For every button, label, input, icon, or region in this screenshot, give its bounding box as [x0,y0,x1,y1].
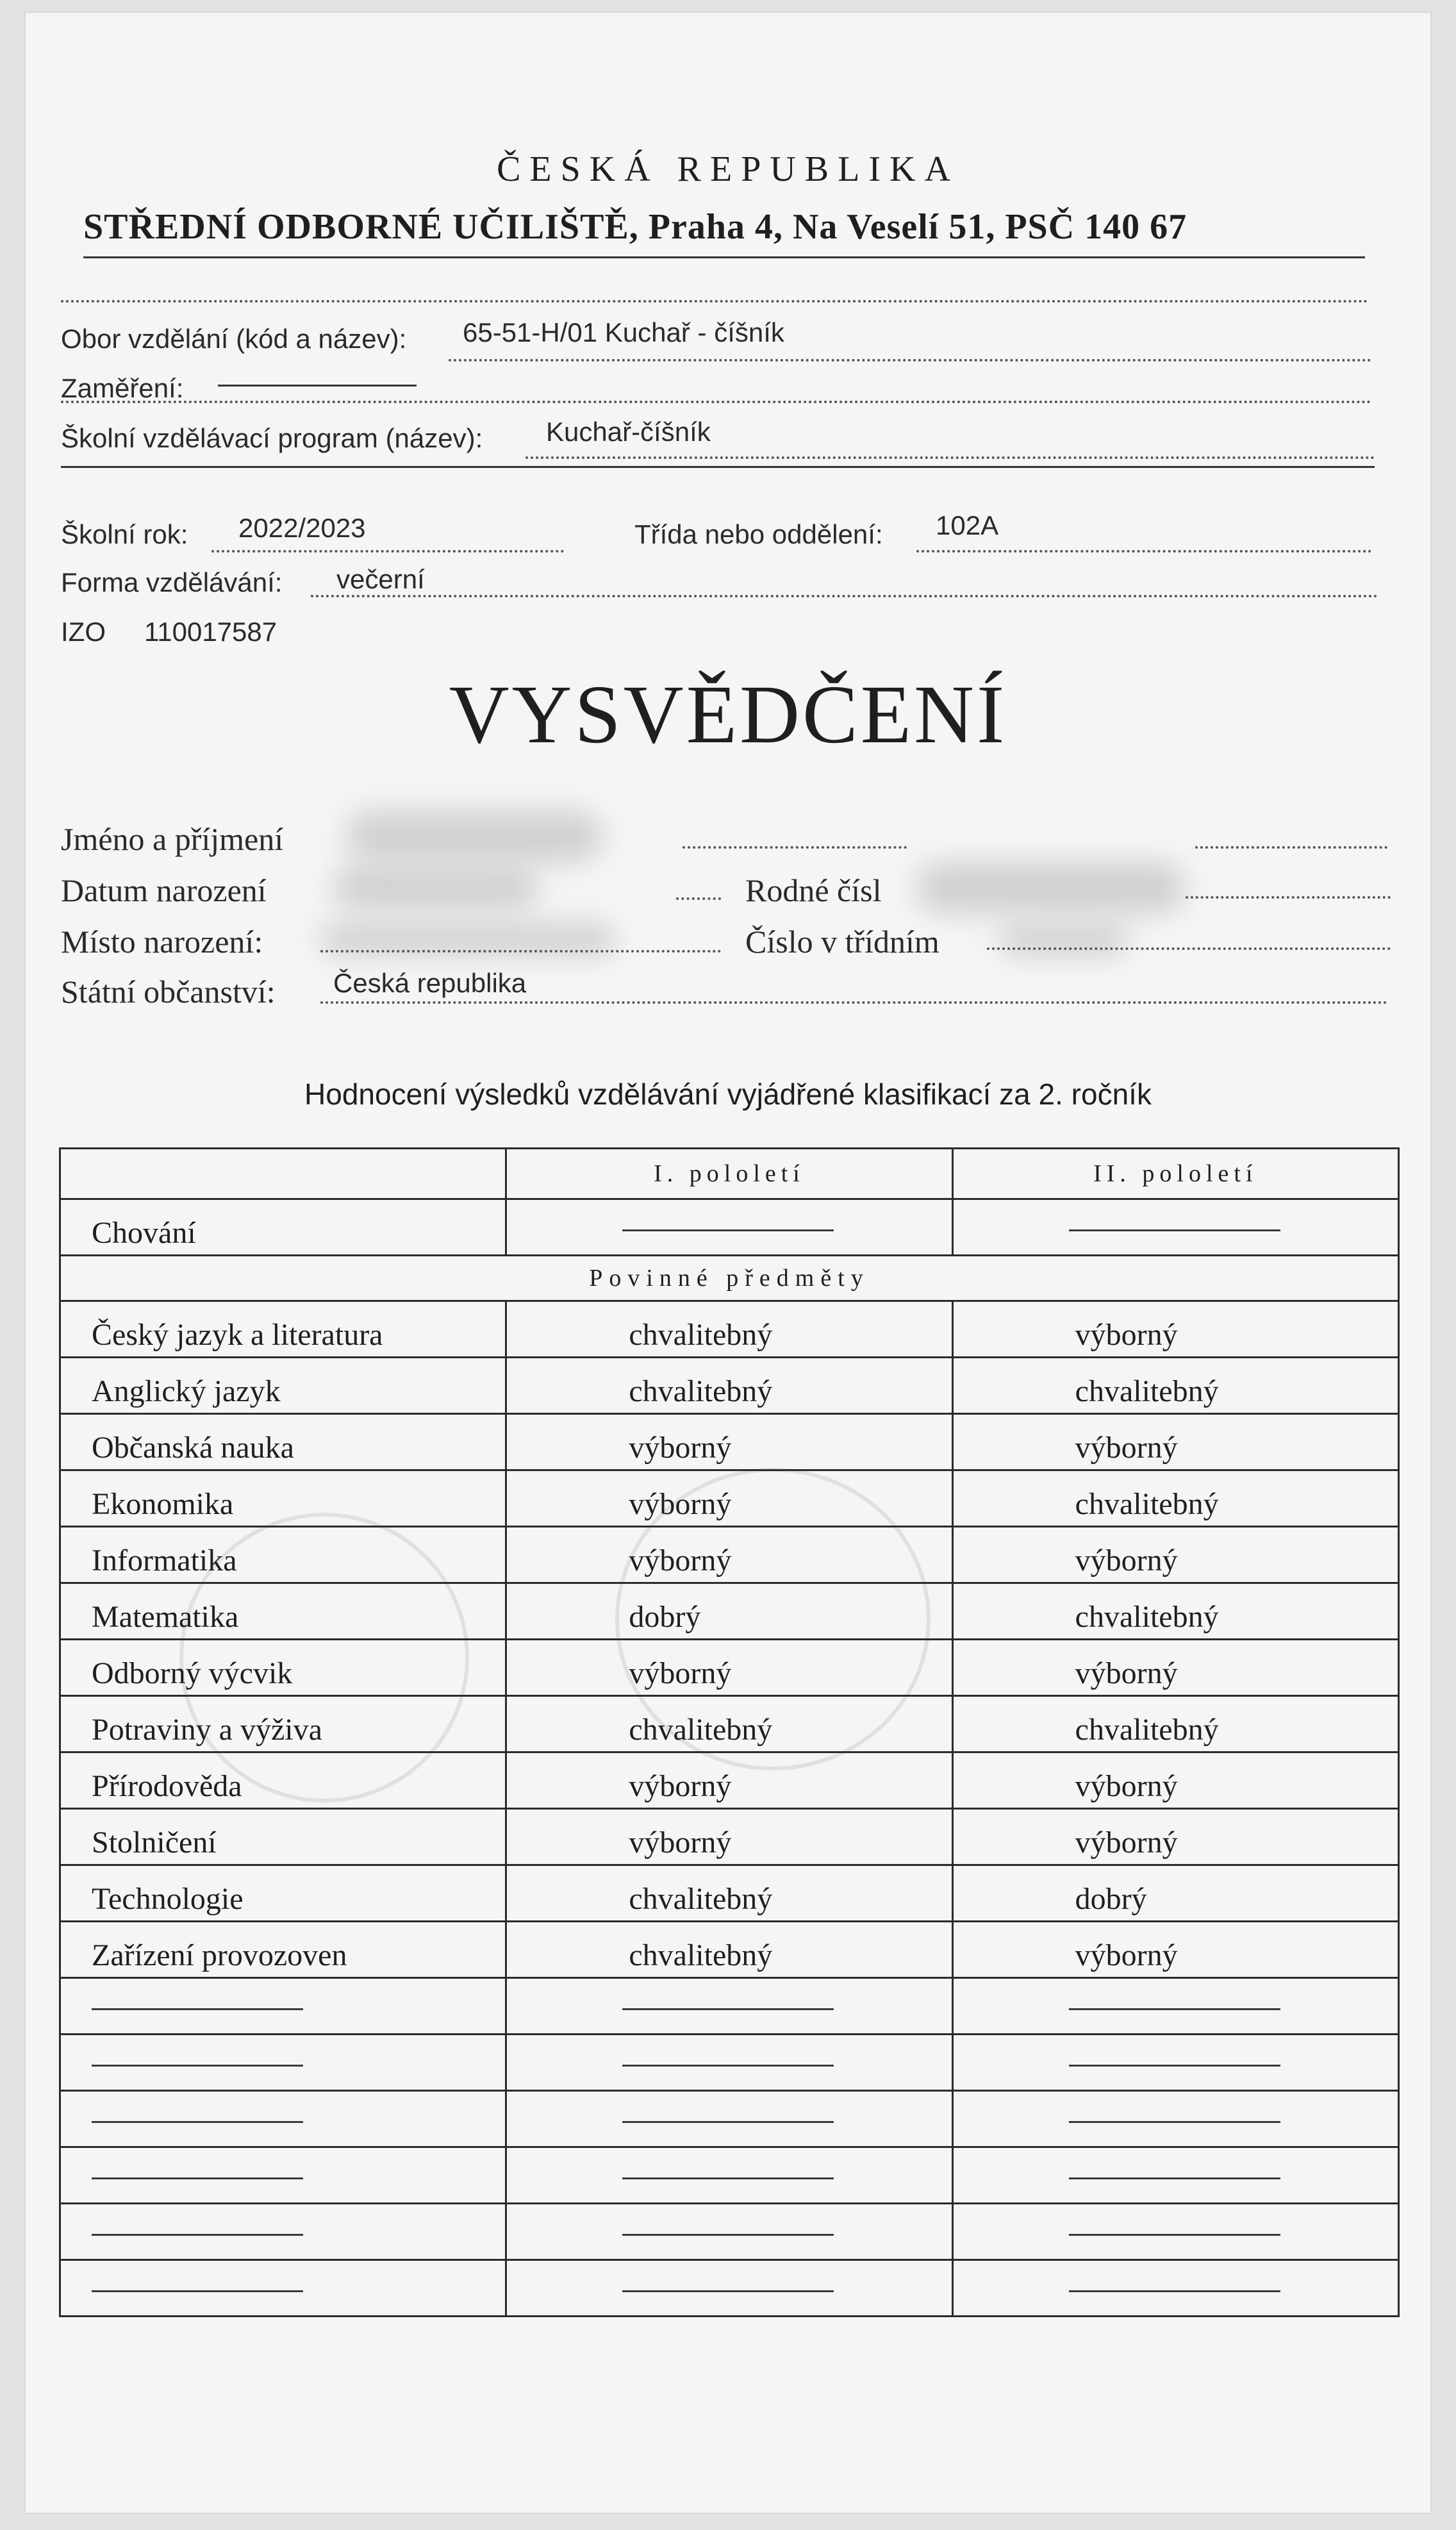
document-title: VYSVĚDČENÍ [449,669,1007,761]
subject-name: Stolničení [60,1809,506,1865]
grade-h2: chvalitebný [952,1583,1398,1640]
blank-line [1069,2121,1280,2123]
grade-h1: výborný [506,1527,952,1583]
empty-cell [952,1978,1398,2035]
table-header-row [60,1149,1399,1199]
empty-cell [506,2091,952,2147]
grade-h2: dobrý [952,1865,1398,1922]
subject-row [60,1640,1399,1696]
blank-line [1069,1229,1280,1231]
rodne-label: Rodné čísl [745,872,882,908]
jmeno-line [1195,846,1387,849]
rok-label: Školní rok: [61,519,188,549]
izo-value: 110017587 [144,617,277,647]
empty-cell [952,2035,1398,2091]
subject-name: Technologie [60,1865,506,1922]
empty-cell [60,2204,506,2260]
blank-line [622,2065,834,2067]
empty-cell [60,2091,506,2147]
blank-line [622,2121,834,2123]
subject-name: Přírodověda [60,1752,506,1809]
empty-cell [60,2035,506,2091]
subject-name: Ekonomika [60,1470,506,1527]
grade-h1: výborný [506,1470,952,1527]
blank-line [622,2008,834,2010]
program-label: Školní vzdělávací program (název): [61,423,483,453]
empty-row [60,2091,1399,2147]
subject-name: Matematika [60,1583,506,1640]
blank-line [1069,2177,1280,2179]
jmeno-line [682,846,907,849]
rok-value: 2022/2023 [238,513,366,543]
behavior-h2 [952,1199,1398,1256]
jmeno-label: Jméno a příjmení [61,821,284,857]
subject-row [60,1752,1399,1809]
blank-line [1069,2234,1280,2236]
rule [83,256,1365,258]
subject-row [60,1583,1399,1640]
cislo-label: Číslo v třídním [745,924,939,960]
empty-cell [506,2204,952,2260]
zamereni-label: Zaměření: [61,373,184,403]
grade-h2: výborný [952,1809,1398,1865]
empty-row [60,2260,1399,2317]
grade-h2: chvalitebný [952,1470,1398,1527]
blank-line [622,2177,834,2179]
country-heading: ČESKÁ REPUBLIKA [497,149,959,189]
subject-row [60,1470,1399,1527]
empty-cell [506,2147,952,2204]
program-line [525,456,1375,459]
obor-label: Obor vzdělání (kód a název): [61,324,407,354]
subject-row [60,1809,1399,1865]
grade-h1: výborný [506,1640,952,1696]
obcanstvi-label: Státní občanství: [61,974,276,1010]
obor-value: 65-51-H/01 Kuchař - číšník [463,317,784,347]
blank-line [1069,2290,1280,2292]
grade-h2: výborný [952,1640,1398,1696]
grade-h2: výborný [952,1301,1398,1358]
grade-h2: výborný [952,1527,1398,1583]
header-second-half: II. pololetí [952,1149,1398,1199]
blank-line [622,1229,834,1231]
behavior-label: Chování [60,1199,506,1256]
blank-line [92,2121,303,2123]
redacted-name [346,811,602,862]
trida-value: 102A [936,510,999,540]
trida-line [916,550,1371,553]
misto-label: Místo narození: [61,924,263,960]
empty-row [60,2204,1399,2260]
misto-line [320,950,721,953]
empty-cell [952,2147,1398,2204]
obcanstvi-line [320,1001,1387,1004]
grade-h2: chvalitebný [952,1358,1398,1414]
blank-line [92,2065,303,2067]
grade-h1: chvalitebný [506,1865,952,1922]
grades-table [59,1147,1400,2317]
table-caption: Hodnocení výsledků vzdělávání vyjádřené klasifikací za 2. ročník [304,1078,1152,1111]
empty-row [60,2035,1399,2091]
grade-h2: chvalitebný [952,1696,1398,1752]
forma-label: Forma vzdělávání: [61,567,283,597]
empty-cell [952,2204,1398,2260]
grade-h1: dobrý [506,1583,952,1640]
subject-name: Odborný výcvik [60,1640,506,1696]
obor-line [449,359,1371,362]
blank-line [1069,2008,1280,2010]
program-value: Kuchař-číšník [546,417,711,447]
rodne-line [1186,896,1391,899]
header-first-half: I. pololetí [506,1149,952,1199]
redacted-classnumber [1000,923,1128,955]
grade-h1: chvalitebný [506,1922,952,1978]
empty-cell [60,2147,506,2204]
redacted-birthdate [333,865,538,910]
empty-cell [506,1978,952,2035]
zamereni-blank [218,385,417,387]
school-heading: STŘEDNÍ ODBORNÉ UČILIŠTĚ, Praha 4, Na Veselí 51, PSČ 140 67 [83,207,1187,247]
redacted-birthnumber [916,862,1186,913]
rok-line [211,550,564,553]
rule [61,466,1375,468]
subject-row [60,1358,1399,1414]
grade-h1: výborný [506,1809,952,1865]
subject-name: Informatika [60,1527,506,1583]
empty-cell [60,2260,506,2317]
blank-line [92,2008,303,2010]
subject-name: Občanská nauka [60,1414,506,1470]
section-label: Povinné předměty [60,1256,1399,1301]
blank-line [622,2234,834,2236]
empty-row [60,1978,1399,2035]
empty-cell [506,2260,952,2317]
rule [61,300,1368,303]
subject-row [60,1527,1399,1583]
izo-label: IZO [61,617,106,647]
blank-line [92,2290,303,2292]
grade-h1: chvalitebný [506,1358,952,1414]
grade-h1: výborný [506,1414,952,1470]
blank-line [1069,2065,1280,2067]
empty-cell [952,2091,1398,2147]
subject-name: Zařízení provozoven [60,1922,506,1978]
forma-line [311,595,1378,597]
grade-h1: chvalitebný [506,1696,952,1752]
subject-row [60,1301,1399,1358]
forma-value: večerní [336,564,425,594]
subject-row [60,1865,1399,1922]
blank-line [92,2234,303,2236]
empty-cell [506,2035,952,2091]
grade-h1: výborný [506,1752,952,1809]
grade-h1: chvalitebný [506,1301,952,1358]
grade-h2: výborný [952,1752,1398,1809]
empty-cell [952,2260,1398,2317]
subject-name: Český jazyk a literatura [60,1301,506,1358]
subject-row [60,1922,1399,1978]
grade-h2: výborný [952,1414,1398,1470]
zamereni-line [61,401,1371,403]
subject-name: Anglický jazyk [60,1358,506,1414]
trida-label: Třída nebo oddělení: [634,519,883,549]
cislo-line [987,947,1391,950]
behavior-h1 [506,1199,952,1256]
subject-row [60,1414,1399,1470]
subject-row [60,1696,1399,1752]
empty-row [60,2147,1399,2204]
obcanstvi-value: Česká republika [333,968,527,998]
subject-name: Potraviny a výživa [60,1696,506,1752]
datum-line [676,897,721,900]
section-row [60,1256,1399,1301]
grade-h2: výborný [952,1922,1398,1978]
empty-cell [60,1978,506,2035]
behavior-row [60,1199,1399,1256]
blank-line [622,2290,834,2292]
datum-label: Datum narození [61,872,267,908]
blank-line [92,2177,303,2179]
header-blank [60,1149,506,1199]
